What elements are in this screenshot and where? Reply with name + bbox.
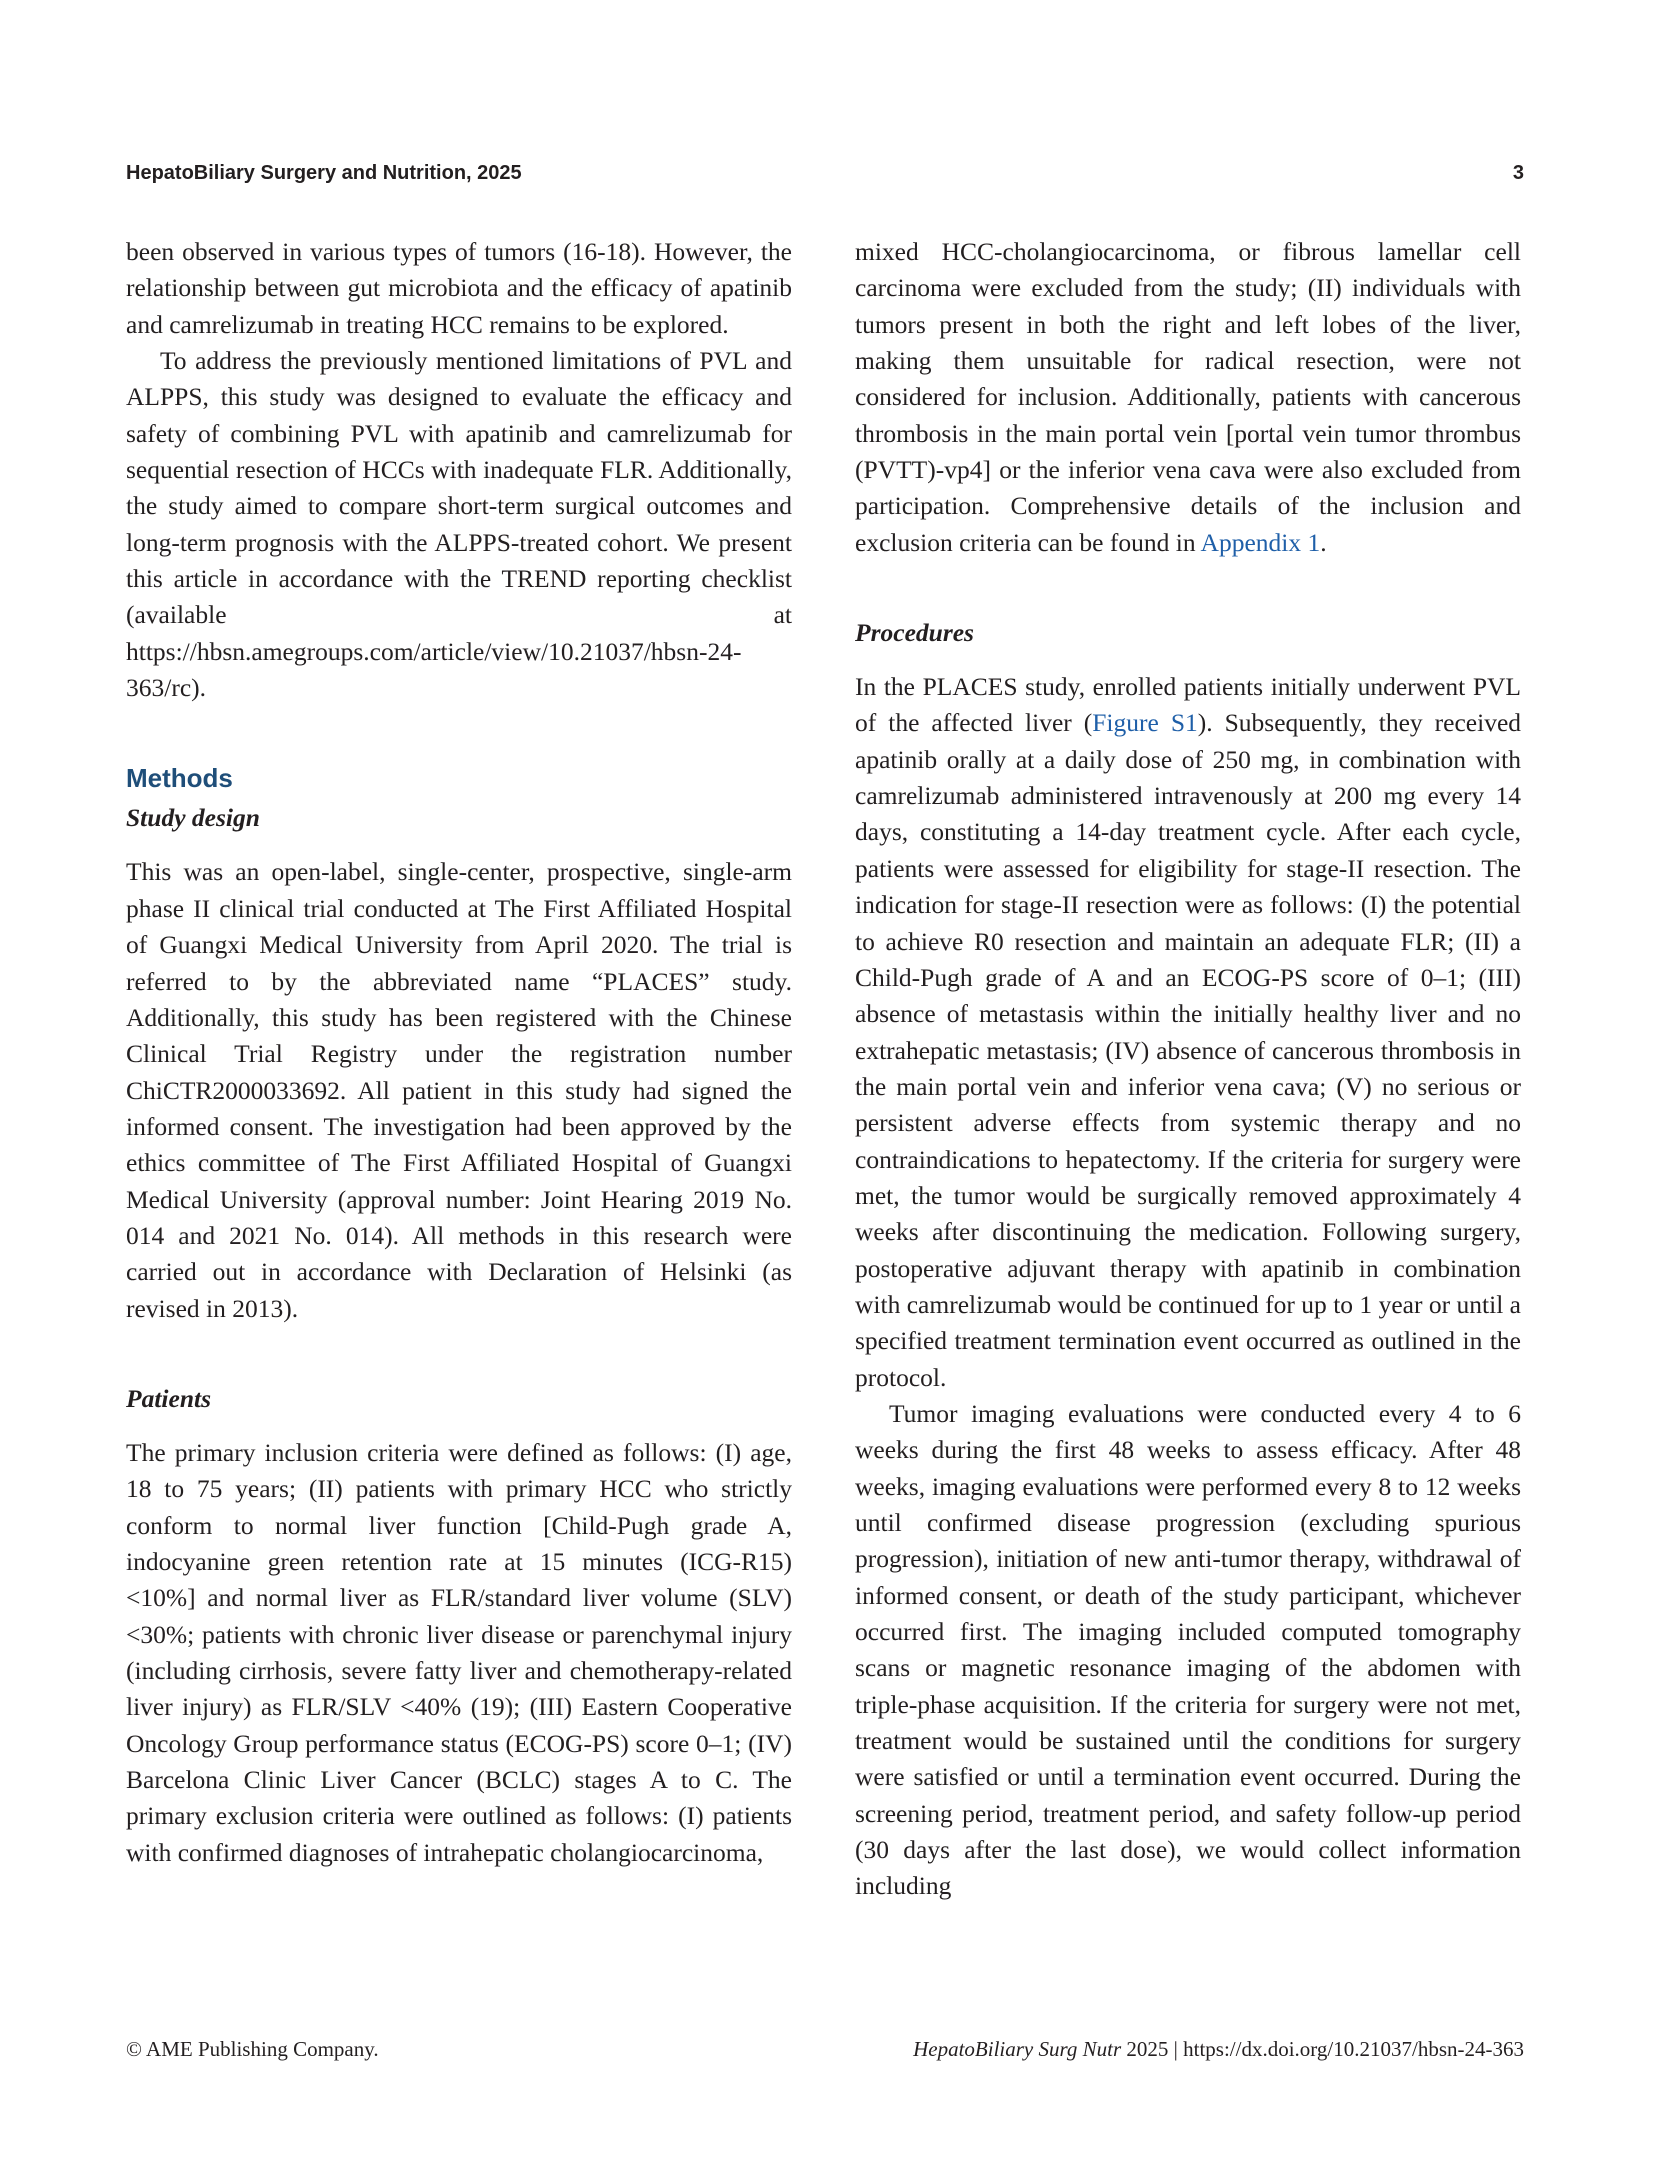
paragraph-imaging-evaluations: Tumor imaging evaluations were conducted every 4 to 6 weeks during the first 48 weeks to assess efficacy. After 48 weeks, imaging evaluations were performed every 8 to 12 weeks until confirmed disease progression (excluding spurious progression), initiation of new anti-tumor therapy, withdrawal of informed consent, or death of the study participant, whichever occurred first. The imaging included computed tomography scans or magnetic resonance imaging of the abdomen with triple-phase acquisition. If the criteria for surgery were not met, treatment would be sustained until the conditions for surgery were satisfied or until a termination event occurred. During the screening period, treatment period, and safety follow-up period (30 days after the last dose), we would collect information including [855, 1398, 1521, 1901]
figure-s1-link[interactable]: Figure S1 [1092, 708, 1198, 738]
appendix-link[interactable]: Appendix 1 [1200, 527, 1321, 557]
subheading-procedures: Procedures [855, 618, 974, 648]
section-heading-methods: Methods [126, 763, 233, 794]
exclusion-text-end: . [1320, 527, 1327, 557]
procedures-text-rest: ). Subsequently, they received apatinib orally at a daily dose of 250 mg, in combination with camrelizumab administered intravenously at 200 mg every 14 days, constituting a 14-day treatment cycle. After each cycle, patients were assessed for eligibility for stage-II resection. The indication for stage-II resection were as follows: (I) the potential to achieve R0 resection and maintain an adequate FLR; (II) a Child-Pugh grade of A and an ECOG-PS score of 0–1; (III) absence of metastasis within the initially healthy liver and no extrahepatic metastasis; (IV) absence of cancerous thrombosis in the main portal vein and inferior vena cava; (V) no serious or persistent adverse effects from systemic therapy and no contraindications to hepatectomy. If the criteria for surgery were met, the tumor would be surgically removed approximately 4 weeks after discontinuing the medication. Following surgery, postoperative adjuvant therapy with apatinib in combination with camrelizumab would be continued for up to 1 year or until a specified treatment termination event occurred as outlined in the protocol. [855, 708, 1522, 1392]
exclusion-text: mixed HCC-cholangiocarcinoma, or fibrous lamellar cell carcinoma were excluded from the study; (II) individuals with tumors present in both the right and left lobes of the liver, making them unsuitable for radical resection, were not considered for inclusion. Additionally, patients with cancerous thrombosis in the main portal vein [portal vein tumor thrombus (PVTT)-vp4] or the inferior vena cava were also excluded from participation. Comprehensive details of the inclusion and exclusion criteria can be found in [855, 237, 1521, 557]
paragraph-study-aim: To address the previously mentioned limitations of PVL and ALPPS, this study was designed to evaluate the efficacy and safety of combining PVL with apatinib and camrelizumab for sequential resection of HCCs with inadequate FLR. Additionally, the study aimed to compare short-term surgical outcomes and long-term prognosis with the ALPPS-treated cohort. We present this article in accordance with the TREND reporting checklist (available at https://hbsn.amegroups.com/article/view/10.21037/hbsn-24-363/rc). [126, 346, 792, 703]
citation-doi[interactable]: 2025 | https://dx.doi.org/10.21037/hbsn-24-363 [1121, 2037, 1524, 2061]
procedures-text-start: In the PLACES study, enrolled patients initially underwent PVL of the affected liver ( [855, 672, 1521, 738]
subheading-study-design: Study design [126, 803, 260, 833]
running-header [126, 162, 1524, 185]
footer-citation [913, 2037, 1524, 2062]
paragraph-procedures [855, 669, 1521, 1396]
page-number: 3 [1512, 162, 1524, 184]
paragraph-intro-end: been observed in various types of tumors (16-18). However, the relationship between gut microbiota and the efficacy of apatinib and camrelizumab in treating HCC remains to be explored. [126, 237, 792, 339]
journal-abbrev: HepatoBiliary Surg Nutr [913, 2037, 1122, 2061]
copyright-notice: © AME Publishing Company. [126, 2037, 379, 2061]
paragraph-exclusion-criteria [855, 234, 1521, 561]
subheading-patients: Patients [126, 1383, 212, 1413]
journal-title: HepatoBiliary Surgery and Nutrition, 2025 [126, 162, 522, 184]
right-column [855, 234, 1521, 1905]
page-footer [126, 2037, 1524, 2062]
paragraph-patients: The primary inclusion criteria were defined as follows: (I) age, 18 to 75 years; (II) patients with primary HCC who strictly conform to normal liver function [Child-Pugh grade A, indocyanine green retention rate at 15 minutes (ICG-R15) <10%] and normal liver as FLR/standard liver volume (SLV) <30%; patients with chronic liver disease or parenchymal injury (including cirrhosis, severe fatty liver and chemotherapy-related liver injury) as FLR/SLV <40% (19); (III) Eastern Cooperative Oncology Group performance status (ECOG-PS) score 0–1; (IV) Barcelona Clinic Liver Cancer (BCLC) stages A to C. The primary exclusion criteria were outlined as follows: (I) patients with confirmed diagnoses of intrahepatic cholangiocarcinoma, [126, 1437, 792, 1867]
left-column [126, 234, 792, 1871]
paragraph-study-design: This was an open-label, single-center, prospective, single-arm phase II clinical trial conducted at The First Affiliated Hospital of Guangxi Medical University from April 2020. The trial is referred to by the abbreviated name “PLACES” study. Additionally, this study has been registered with the Chinese Clinical Trial Registry under the registration number ChiCTR2000033692. All patient in this study had signed the informed consent. The investigation had been approved by the ethics committee of The First Affiliated Hospital of Guangxi Medical University (approval number: Joint Hearing 2019 No. 014 and 2021 No. 014). All methods in this research were carried out in accordance with Declaration of Helsinki (as revised in 2013). [126, 857, 792, 1323]
